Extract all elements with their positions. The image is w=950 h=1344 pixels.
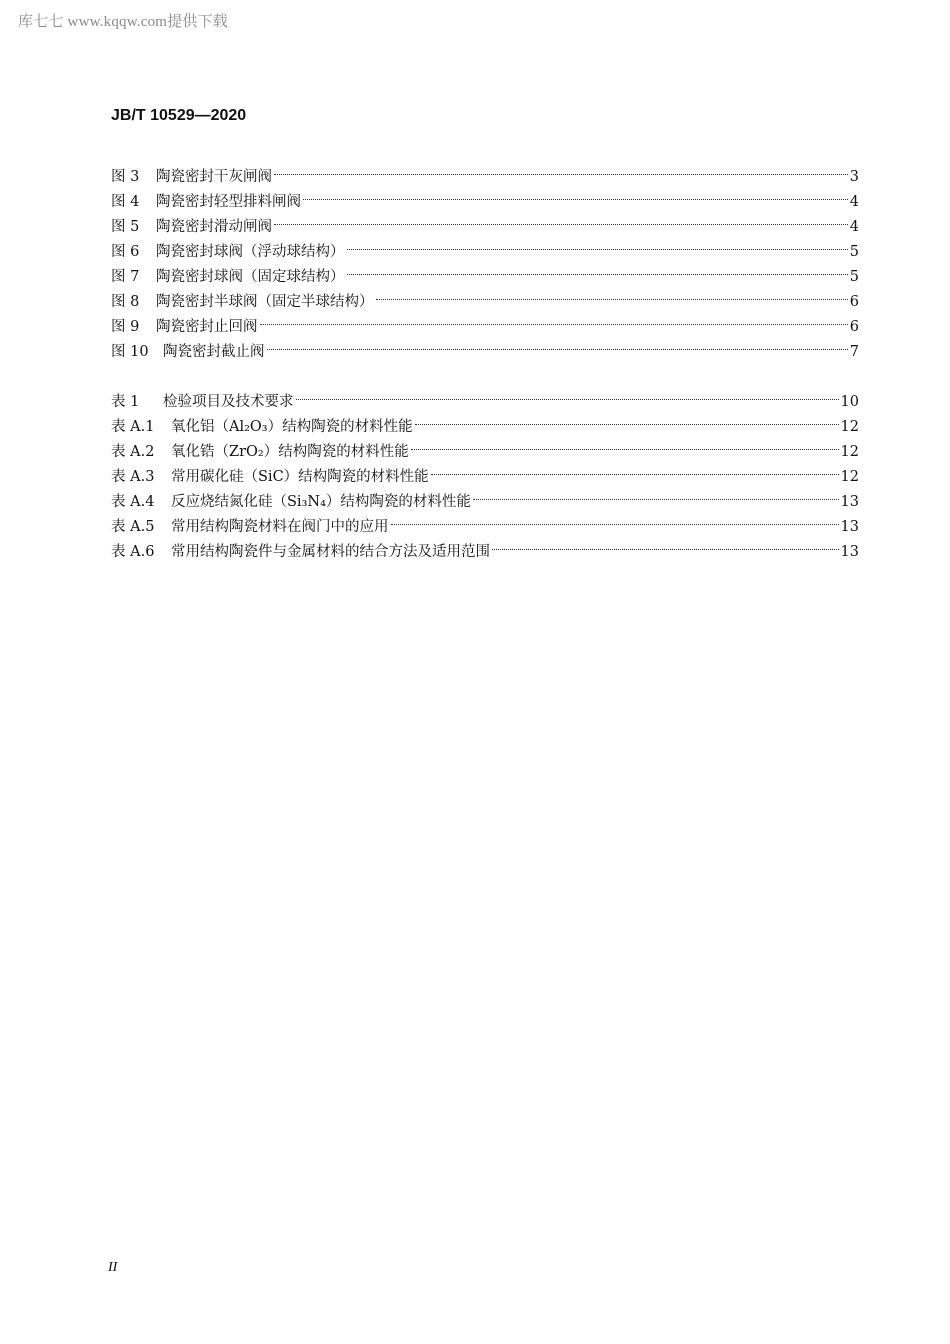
figure-list [111,156,859,360]
toc-leader-dots [347,256,848,281]
toc-leader-dots [274,156,848,181]
toc-leader-dots [415,406,839,431]
toc-entry-title: 氧化锆（ZrO₂）结构陶瓷的材料性能 [171,444,409,460]
toc-entry-page: 4 [849,194,859,210]
toc-entry-page: 7 [849,344,859,360]
toc-entry-label: 表 A.2 [111,444,155,460]
toc-leader-dots [411,431,839,456]
toc-entry-label: 图 6 [111,244,140,260]
toc-entry-table-1[interactable] [111,381,859,410]
toc-entry-title: 陶瓷密封干灰闸阀 [156,169,272,185]
toc-entry-figure-3[interactable] [111,156,859,185]
toc-leader-dots [303,181,848,206]
toc-leader-dots [347,231,848,256]
toc-entry-label: 表 A.3 [111,469,155,485]
toc-leader-dots [473,481,839,506]
toc-leader-dots [260,306,848,331]
toc-entry-title: 反应烧结氮化硅（Si₃N₄）结构陶瓷的材料性能 [171,494,471,510]
toc-entry-title: 氧化铝（Al₂O₃）结构陶瓷的材料性能 [171,419,413,435]
toc-entry-page: 3 [849,169,859,185]
toc-entry-label: 图 10 [111,344,149,360]
toc-entry-title: 陶瓷密封轻型排料闸阀 [156,194,301,210]
toc-entry-label: 表 1 [111,394,140,410]
toc-leader-dots [296,381,839,406]
toc-entry-title: 陶瓷密封截止阀 [163,344,265,360]
toc-entry-page: 13 [840,519,859,535]
toc-entry-label: 表 A.5 [111,519,155,535]
toc-entry-page: 4 [849,219,859,235]
toc-entry-label: 图 7 [111,269,140,285]
toc-leader-dots [274,206,848,231]
toc-entry-label: 图 8 [111,294,140,310]
toc-entry-page: 12 [840,419,859,435]
toc-entry-title: 常用结构陶瓷件与金属材料的结合方法及适用范围 [171,544,490,560]
toc-entry-label: 图 3 [111,169,140,185]
toc-entry-page: 13 [840,494,859,510]
toc-entry-title: 常用碳化硅（SiC）结构陶瓷的材料性能 [171,469,429,485]
toc-entry-title: 陶瓷密封滑动闸阀 [156,219,272,235]
document-code: JB/T 10529—2020 [111,107,247,124]
toc-entry-page: 13 [840,544,859,560]
toc-entry-label: 图 9 [111,319,140,335]
watermark-text: 库七七 www.kqqw.com提供下载 [18,14,228,30]
toc-leader-dots [267,331,848,356]
toc-entry-page: 5 [849,244,859,260]
toc-entry-title: 检验项目及技术要求 [163,394,294,410]
toc-entry-title: 陶瓷密封止回阀 [156,319,258,335]
toc-entry-label: 图 4 [111,194,140,210]
toc-leader-dots [431,456,839,481]
toc-entry-page: 6 [849,294,859,310]
toc-entry-title: 陶瓷密封球阀（固定球结构） [156,269,345,285]
toc-entry-page: 10 [840,394,859,410]
toc-leader-dots [391,506,839,531]
toc-entry-title: 陶瓷密封球阀（浮动球结构） [156,244,345,260]
toc-entry-label: 表 A.4 [111,494,155,510]
toc-entry-title: 陶瓷密封半球阀（固定半球结构） [156,294,374,310]
page-number: II [108,1260,118,1275]
toc-leader-dots [492,531,839,556]
toc-entry-page: 12 [840,469,859,485]
table-list [111,381,859,560]
toc-entry-label: 图 5 [111,219,140,235]
toc-entry-title: 常用结构陶瓷材料在阀门中的应用 [171,519,389,535]
toc-entry-label: 表 A.6 [111,544,155,560]
toc-leader-dots [376,281,848,306]
toc-entry-page: 5 [849,269,859,285]
toc-entry-label: 表 A.1 [111,419,155,435]
toc-entry-page: 12 [840,444,859,460]
toc-entry-page: 6 [849,319,859,335]
